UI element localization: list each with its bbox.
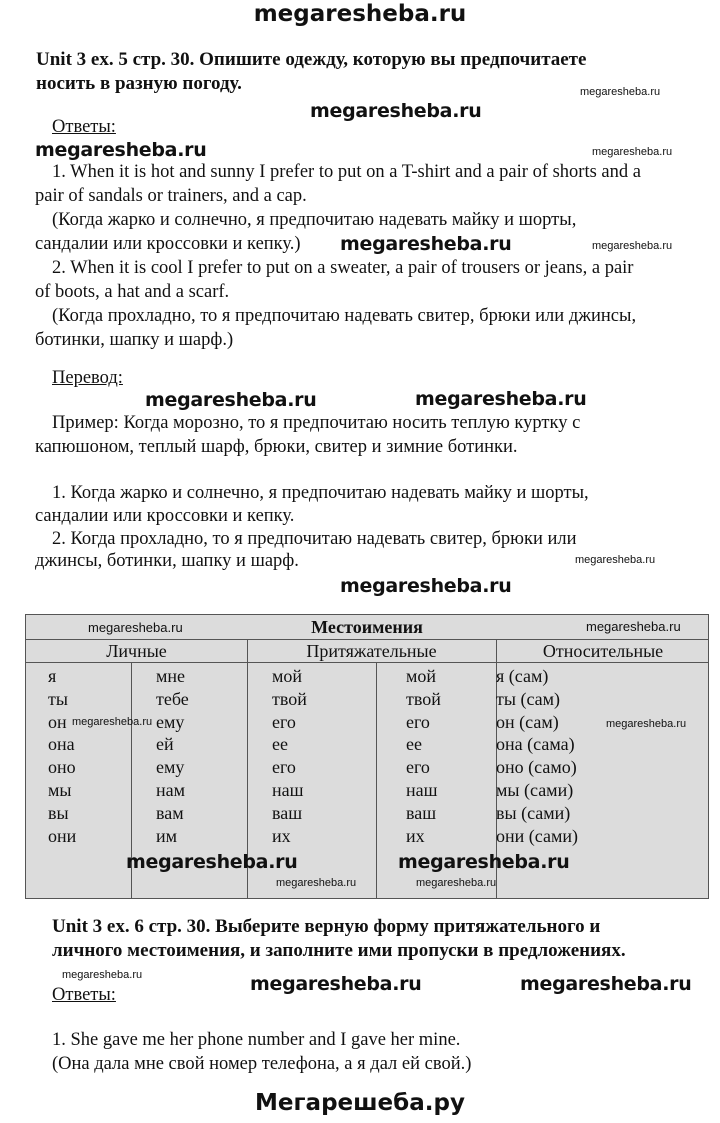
table-title: Местоимения: [311, 617, 423, 637]
section2-heading-line1: Unit 3 ex. 6 стр. 30. Выберите верную форму притяжательного и: [52, 916, 601, 937]
answer-line: 1. She gave me her phone number and I gave her mine.: [52, 1030, 461, 1050]
table-cell: ему: [156, 711, 185, 732]
table-cell: ей: [156, 734, 174, 755]
table-cell: оно (само): [496, 757, 577, 778]
table-cell: он: [48, 711, 67, 732]
table-cell: его: [406, 711, 430, 732]
table-cell: твой: [272, 688, 307, 709]
table-cell: их: [406, 825, 425, 846]
table-cell: ты (сам): [496, 688, 561, 709]
table-cell: ты: [48, 688, 68, 709]
watermark: megaresheba.ru: [340, 575, 512, 597]
watermark: megaresheba.ru: [398, 851, 570, 873]
section1-heading-line2: носить в разную погоду.: [36, 73, 242, 94]
header-personal: Личные: [106, 641, 167, 661]
section2-heading-line2: личного местоимения, и заполните ими пропуски в предложениях.: [52, 940, 626, 961]
watermark: megaresheba.ru: [340, 233, 512, 255]
watermark: megaresheba.ru: [415, 388, 587, 410]
table-cell: его: [406, 757, 430, 778]
table-cell: его: [272, 711, 296, 732]
table-cell: вы: [48, 802, 69, 823]
section1-heading-line1: Unit 3 ex. 5 стр. 30. Опишите одежду, которую вы предпочитаете: [36, 49, 587, 70]
table-cell: мой: [272, 666, 303, 686]
answer-line: 1. When it is hot and sunny I prefer to put on a T-shirt and a pair of shorts and a: [52, 162, 641, 182]
watermark: megaresheba.ru: [126, 851, 298, 873]
table-cell: им: [156, 825, 178, 846]
table-cell: вы (сами): [496, 802, 571, 823]
translation-line: Пример: Когда морозно, то я предпочитаю носить теплую куртку с: [52, 413, 581, 433]
pronouns-table: [25, 614, 709, 899]
watermark: megaresheba.ru: [592, 240, 673, 252]
watermark: megaresheba.ru: [88, 620, 183, 635]
answer-line: сандалии или кроссовки и кепку.): [35, 234, 301, 254]
table-cell: ему: [156, 757, 185, 778]
footer-title: Мегарешеба.ру: [255, 1090, 465, 1116]
translation-line: 2. Когда прохладно, то я предпочитаю надевать свитер, брюки или: [52, 529, 577, 549]
answers-label: Ответы:: [52, 117, 116, 137]
table-cell: они: [48, 825, 77, 846]
watermark: megaresheba.ru: [575, 554, 656, 566]
watermark: megaresheba.ru: [580, 86, 661, 98]
watermark: megaresheba.ru: [72, 716, 153, 728]
watermark: megaresheba.ru: [416, 877, 497, 889]
watermark: megaresheba.ru: [520, 973, 692, 995]
watermark: megaresheba.ru: [145, 389, 317, 411]
header-reflexive: Относительные: [542, 641, 664, 661]
table-cell: мне: [156, 666, 186, 686]
table-cell: ваш: [406, 802, 437, 823]
answers-label: Ответы:: [52, 985, 116, 1005]
answer-line: 2. When it is cool I prefer to put on a sweater, a pair of trousers or jeans, a pair: [52, 258, 634, 278]
table-cell: я: [48, 666, 57, 686]
table-cell: она: [48, 734, 75, 755]
translation-label: Перевод:: [52, 368, 123, 388]
site-title: megaresheba.ru: [253, 1, 467, 27]
table-cell: его: [272, 757, 296, 778]
table-cell: твой: [406, 688, 441, 709]
answer-line: (Когда прохладно, то я предпочитаю надевать свитер, брюки или джинсы,: [52, 306, 637, 326]
answer-line: ботинки, шапку и шарф.): [35, 330, 234, 350]
translation-line: джинсы, ботинки, шапку и шарф.: [35, 551, 299, 571]
answer-line: (Она дала мне свой номер телефона, а я дал ей свой.): [52, 1054, 472, 1074]
watermark: megaresheba.ru: [35, 139, 207, 161]
table-cell: наш: [272, 780, 304, 800]
table-cell: он (сам): [496, 711, 559, 732]
table-cell: нам: [156, 780, 186, 800]
watermark: megaresheba.ru: [310, 100, 482, 122]
table-cell: я (сам): [496, 666, 549, 686]
watermark: megaresheba.ru: [276, 877, 357, 889]
table-cell: тебе: [156, 688, 189, 709]
answer-line: pair of sandals or trainers, and a cap.: [35, 186, 307, 206]
table-cell: ее: [272, 734, 288, 755]
table-cell: оно: [48, 757, 76, 778]
watermark: megaresheba.ru: [606, 718, 687, 730]
translation-line: капюшоном, теплый шарф, брюки, свитер и зимние ботинки.: [35, 437, 518, 457]
watermark: megaresheba.ru: [250, 973, 422, 995]
table-cell: мой: [406, 666, 437, 686]
table-cell: их: [272, 825, 291, 846]
table-cell: вам: [156, 802, 184, 823]
table-cell: ваш: [272, 802, 303, 823]
watermark: megaresheba.ru: [586, 619, 681, 634]
table-cell: она (сама): [496, 734, 575, 755]
table-cell: мы: [48, 780, 72, 800]
answer-line: of boots, a hat and a scarf.: [35, 282, 230, 302]
table-cell: ее: [406, 734, 422, 755]
table-cell: мы (сами): [496, 780, 574, 800]
table-cell: наш: [406, 780, 438, 800]
table-cell: они (сами): [496, 825, 578, 846]
translation-line: 1. Когда жарко и солнечно, я предпочитаю надевать майку и шорты,: [52, 483, 589, 503]
watermark: megaresheba.ru: [62, 969, 143, 981]
answer-line: (Когда жарко и солнечно, я предпочитаю надевать майку и шорты,: [52, 210, 577, 230]
watermark: megaresheba.ru: [592, 146, 673, 158]
header-possessive: Притяжательные: [306, 641, 437, 661]
translation-line: сандалии или кроссовки и кепку.: [35, 506, 295, 526]
